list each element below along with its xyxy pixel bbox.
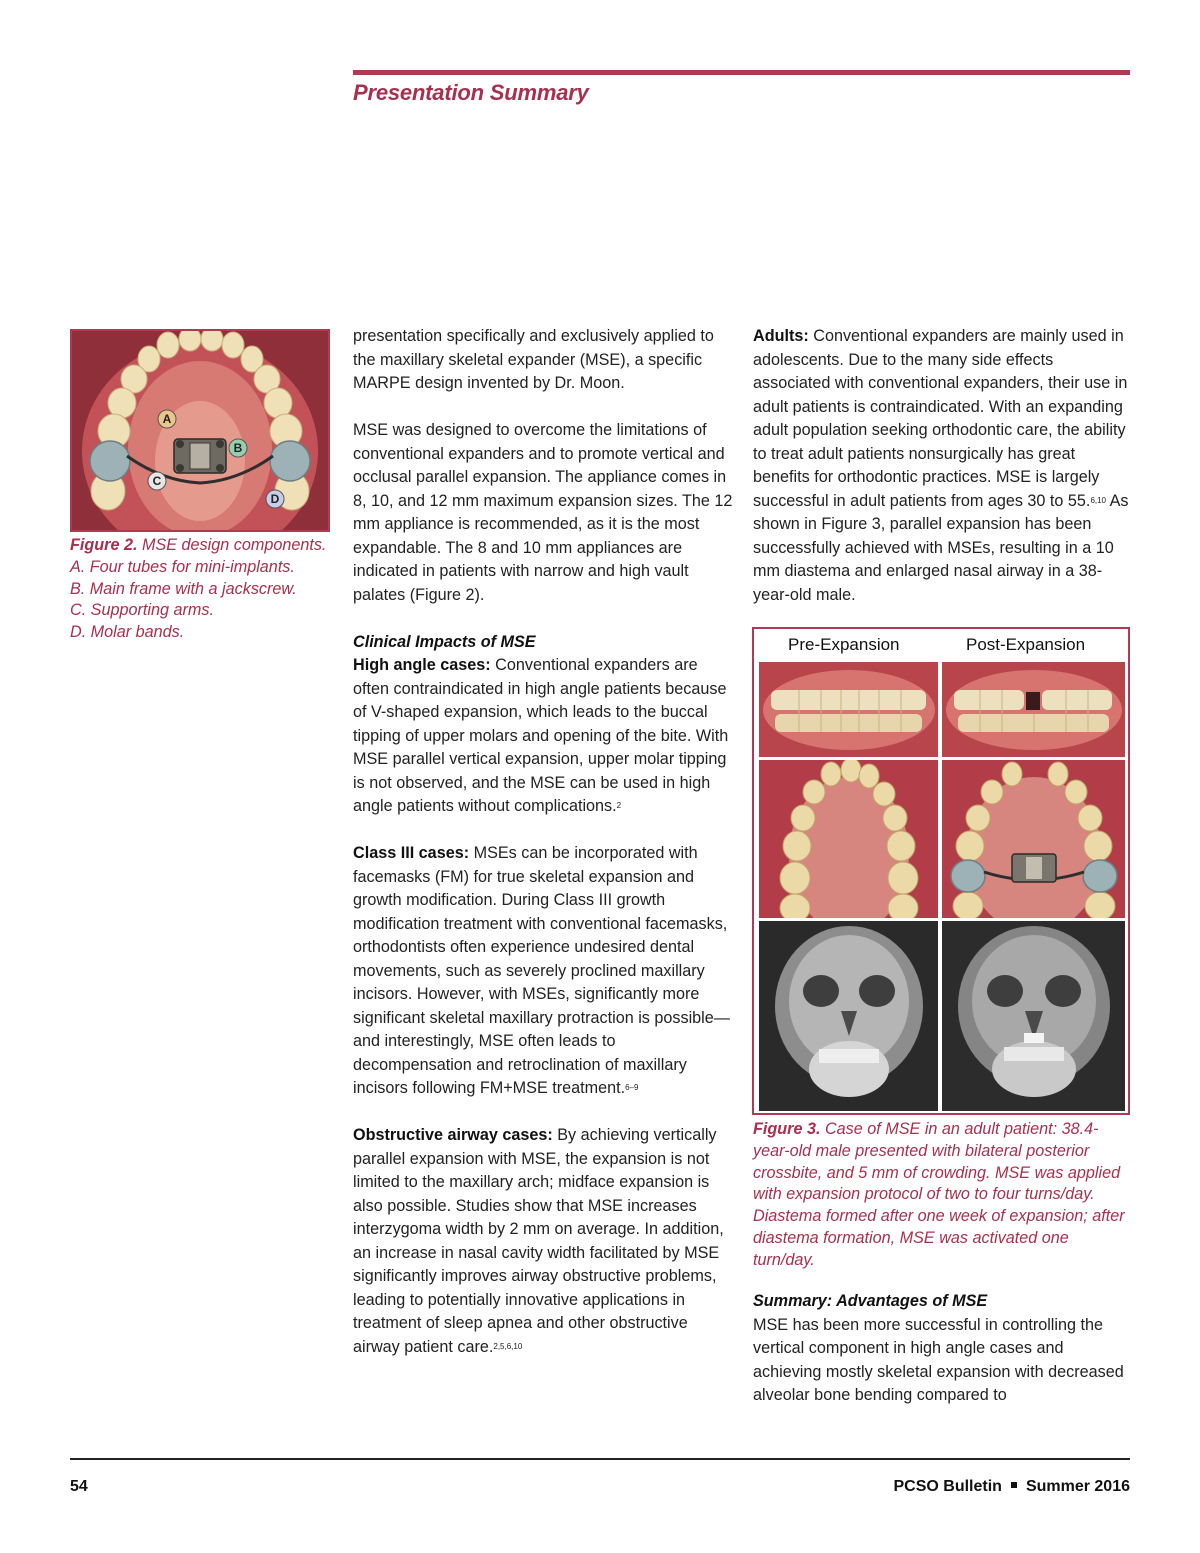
adults-label: Adults: xyxy=(753,327,809,345)
figure-2-caption-line: D. Molar bands. xyxy=(70,623,185,642)
high-angle-ref: 2 xyxy=(616,801,622,810)
section-title: Presentation Summary xyxy=(353,80,589,105)
figure-2-label-a: A xyxy=(162,412,172,426)
separator-square-icon xyxy=(1011,1482,1017,1488)
summary-paragraph: MSE has been more successful in controlling the vertical component in high angle cases and achieving mostly skeletal expansion with decreased alveolar bone bending compared to xyxy=(753,1315,1124,1404)
adults-ref: 6,10 xyxy=(1090,495,1107,505)
figure-2-label-b: B xyxy=(233,441,243,455)
airway-text: By achieving vertically parallel expansion with MSE, the expansion is not limited to the maxillary arch; midface expansion is also possible. Studies show that MSE increases interzygoma width by 2 mm on average. In addition, an increase in nasal cavity width facilitated by MSE significantly improves airway obstructive problems, leading to potentially innovative applications in treatment of sleep apnea and other obstructive airway patient care. xyxy=(353,1126,724,1356)
high-angle-text: Conventional expanders are often contraindicated in high angle patients because of V-shaped expansion, which leads to the buccal tipping of upper molars and opening of the bite. With MSE parallel vertical expansion, upper molar tipping is not observed, and the MSE can be used in high angle patients without complications. xyxy=(353,656,729,815)
airway-paragraph xyxy=(353,1124,733,1359)
figure-2-caption-line: C. Supporting arms. xyxy=(70,601,214,620)
figure-3 xyxy=(752,627,1130,1115)
high-angle-label: High angle cases: xyxy=(353,656,491,674)
figure-2-label-c: C xyxy=(152,474,162,488)
figure-2-caption-line: B. Main frame with a jackscrew. xyxy=(70,579,297,598)
design-paragraph: MSE was designed to overcome the limitations of conventional expanders and to promote vertical and occlusal parallel expansion. The appliance comes in 8, 10, and 12 mm maximum expansion sizes. The 12 mm appliance is recommended, as it is the most expandable. The 8 and 10 mm appliances are indicated in patients with narrow and high vault palates (Figure 2). xyxy=(353,421,733,604)
class3-paragraph xyxy=(353,842,733,1101)
figure-2-caption-label: Figure 2. xyxy=(70,536,138,554)
pre-expansion-occlusal-photo xyxy=(759,760,938,918)
adults-paragraph xyxy=(753,325,1131,607)
figure-3-caption-label: Figure 3. xyxy=(753,1120,821,1138)
figure-3-caption xyxy=(753,1119,1131,1272)
figure-3-caption-text: Case of MSE in an adult patient: 38.4-year-old male presented with bilateral posterior crossbite, and 5 mm of crowding. MSE was applied with expansion protocol of two to four turns/day. Diastema formed after one week of expansion; after diastema formation, MSE was activated one turn/day. xyxy=(753,1120,1125,1269)
post-expansion-occlusal-photo xyxy=(942,760,1125,918)
high-angle-paragraph xyxy=(353,654,733,819)
adults-text-2: As shown in Figure 3, parallel expansion has been successfully achieved with MSEs, resulting in a 10 mm diastema and enlarged nasal airway in a 38-year-old male. xyxy=(753,491,1129,604)
journal-issue: Summer 2016 xyxy=(1025,1478,1130,1495)
pre-expansion-xray xyxy=(759,921,938,1111)
header-rule xyxy=(353,70,1130,75)
journal-name: PCSO Bulletin xyxy=(893,1478,1002,1495)
figure-2-caption xyxy=(70,535,332,644)
post-expansion-frontal-photo xyxy=(942,662,1125,757)
figure-2-label-d: D xyxy=(270,492,280,506)
post-expansion-label: Post-Expansion xyxy=(966,635,1086,654)
figure-2-caption-line: A. Four tubes for mini-implants. xyxy=(70,557,295,576)
right-column-top xyxy=(753,325,1131,631)
middle-column xyxy=(353,325,733,1383)
class3-label: Class III cases: xyxy=(353,844,470,862)
class3-ref: 6–9 xyxy=(625,1083,639,1092)
figure-2-caption-title: MSE design components. xyxy=(141,536,327,554)
footer-rule xyxy=(70,1458,1130,1460)
class3-text: MSEs can be incorporated with facemasks (FM) for true skeletal expansion and growth modification. During Class III growth modification treatment with conventional facemasks, orthodontists often experience undesired dental movements, such as severely proclined maxillary incisors. However, with MSEs, significantly more significant skeletal maxillary protraction is possible—and interestingly, MSE often leads to decompensation and retroclination of maxillary incisors following FM+MSE treatment. xyxy=(353,844,730,1097)
clinical-impacts-heading: Clinical Impacts of MSE xyxy=(353,632,536,651)
intro-paragraph: presentation specifically and exclusively applied to the maxillary skeletal expander (MSE), a specific MARPE design invented by Dr. Moon. xyxy=(353,327,714,392)
pre-expansion-label: Pre-Expansion xyxy=(788,635,900,654)
page-number: 54 xyxy=(70,1478,88,1495)
mse-appliance-illustration xyxy=(72,331,328,530)
summary-heading: Summary: Advantages of MSE xyxy=(753,1292,988,1310)
journal-info xyxy=(893,1478,1130,1496)
post-expansion-xray xyxy=(942,921,1125,1111)
figure-2-photo xyxy=(70,329,330,532)
right-column-bottom xyxy=(753,1290,1131,1408)
airway-ref: 2,5,6,10 xyxy=(493,1341,523,1351)
airway-label: Obstructive airway cases: xyxy=(353,1126,553,1144)
pre-expansion-frontal-photo xyxy=(759,662,938,757)
adults-text-1: Conventional expanders are mainly used in adolescents. Due to the many side effects associated with conventional expanders, their use in adult patients is contraindicated. With an expanding adult population seeking orthodontic care, the ability to treat adult patients nonsurgically has great benefits for orthodontic practices. MSE is largely successful in adult patients from ages 30 to 55. xyxy=(753,327,1128,510)
